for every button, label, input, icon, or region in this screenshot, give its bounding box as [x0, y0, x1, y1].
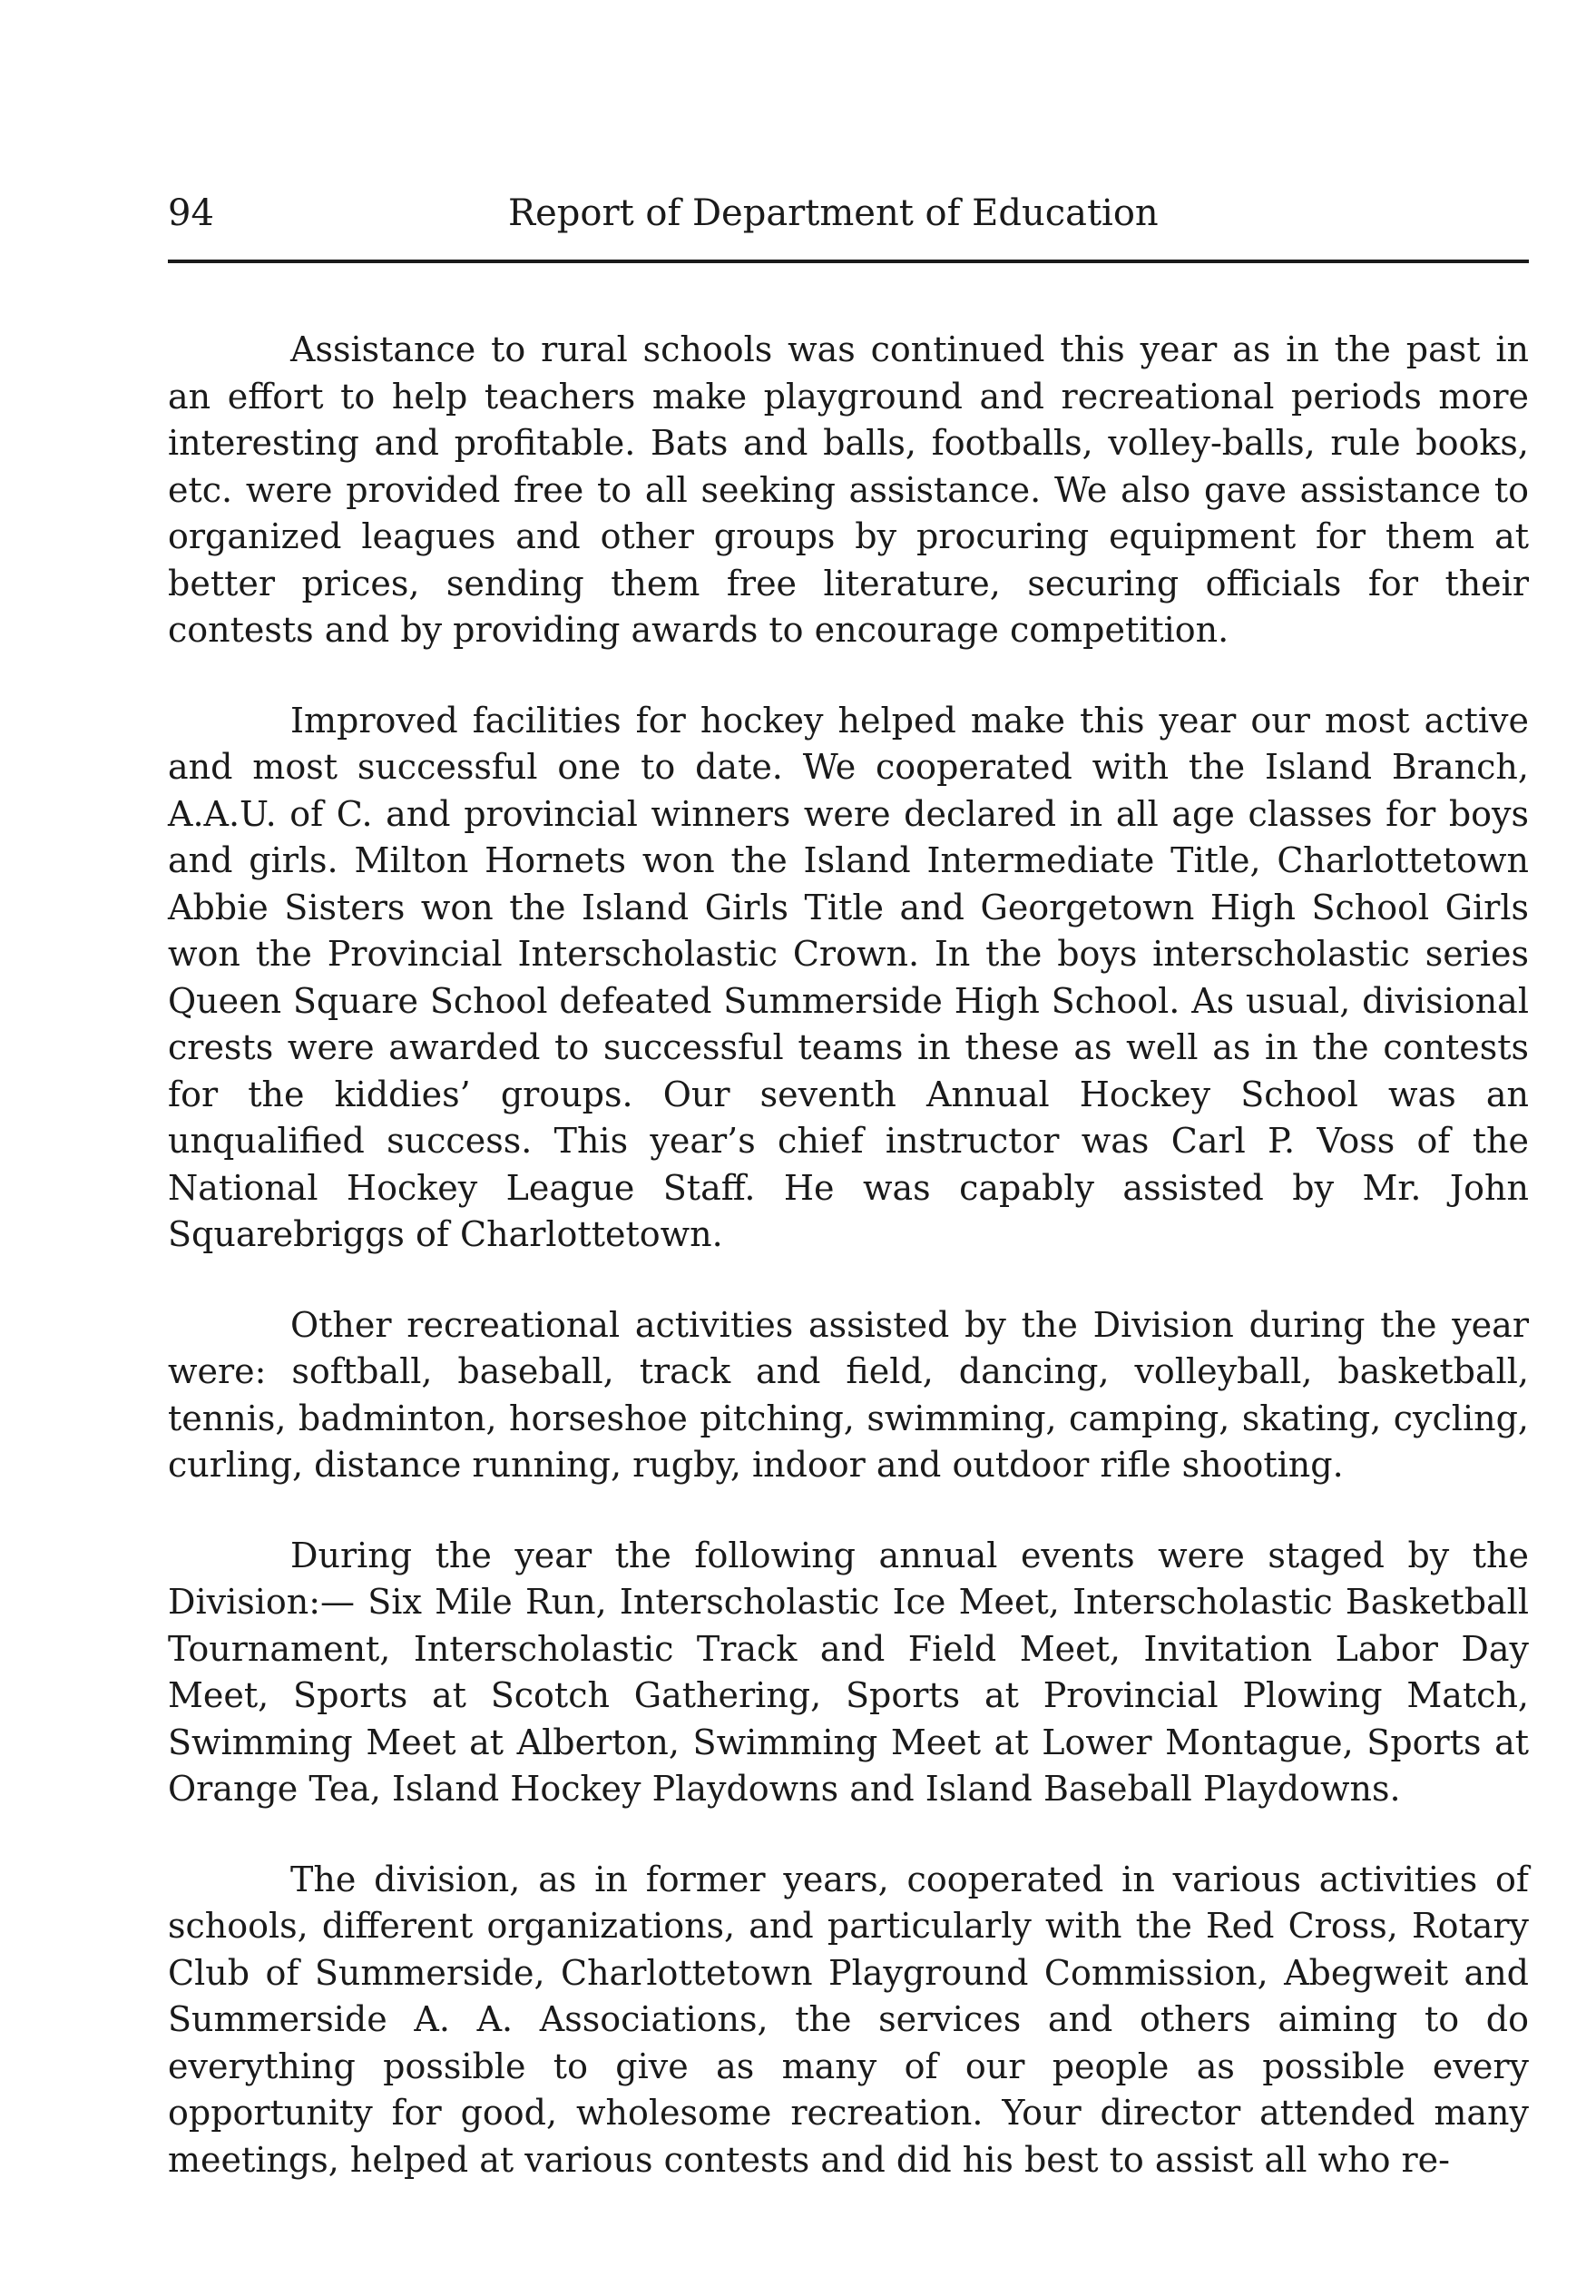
- paragraph-cooperation: The division, as in former years, cooperated in various activities of schools, different organizations, and particularly with the Red Cross, Rotary Club of Summerside, Charlottetown Playground Commission, Abegweit and Summerside A. A. Associations, the services and others aiming to do everything possible to give as many of our people as possible every opportunity for good, wholesome recreation. Your director attended many meetings, helped at various contests and did his best to assist all who re-: [168, 1859, 1529, 2180]
- paragraph-recreational-activities: Other recreational activities assisted by the Division during the year were: softball, baseball, track and field, dancing, volleyball, basketball, tennis, badminton, horseshoe pitching, swimming, camping, skating, cycling, curling, distance running, rugby, indoor and outdoor rifle shooting.: [168, 1304, 1529, 1485]
- running-title: Report of Department of Education: [508, 192, 1159, 234]
- body-text: [168, 327, 1529, 2183]
- paragraph-hockey: Improved facilities for hockey helped make this year our most active and most successful one to date. We cooperated with the Island Branch, A.A.U. of C. and provincial winners were declared in all age classes for boys and girls. Milton Hornets won the Island Intermediate Title, Charlottetown Abbie Sisters won the Island Girls Title and Georgetown High School Girls won the Provincial Interscholastic Crown. In the boys interscholastic series Queen Square School defeated Summerside High School. As usual, divisional crests were awarded to successful teams in these as well as in the contests for the kiddies’ groups. Our seventh Annual Hockey School was an unqualified success. This year’s chief instructor was Carl P. Voss of the National Hockey League Staff. He was capably assisted by Mr. John Squarebriggs of Charlottetown.: [168, 700, 1529, 1254]
- page-header: [168, 186, 1529, 240]
- page-number: 94: [168, 192, 214, 234]
- header-rule: [168, 260, 1529, 263]
- paragraph-annual-events: During the year the following annual events were staged by the Division:— Six Mile Run, Interscholastic Ice Meet, Interscholastic Basketball Tournament, Interscholastic Track and Field Meet, Invitation Labor Day Meet, Sports at Scotch Gathering, Sports at Provincial Plowing Match, Swimming Meet at Alberton, Swimming Meet at Lower Montague, Sports at Orange Tea, Island Hockey Playdowns and Island Baseball Playdowns.: [168, 1535, 1529, 1809]
- paragraph-rural-schools: Assistance to rural schools was continued this year as in the past in an effort to help teachers make playground and recreational periods more interesting and profitable. Bats and balls, footballs, volley-balls, rule books, etc. were provided free to all seeking assistance. We also gave assistance to organized leagues and other groups by procuring equipment for them at better prices, sending them free literature, securing officials for their contests and by providing awards to encourage competition.: [168, 329, 1529, 650]
